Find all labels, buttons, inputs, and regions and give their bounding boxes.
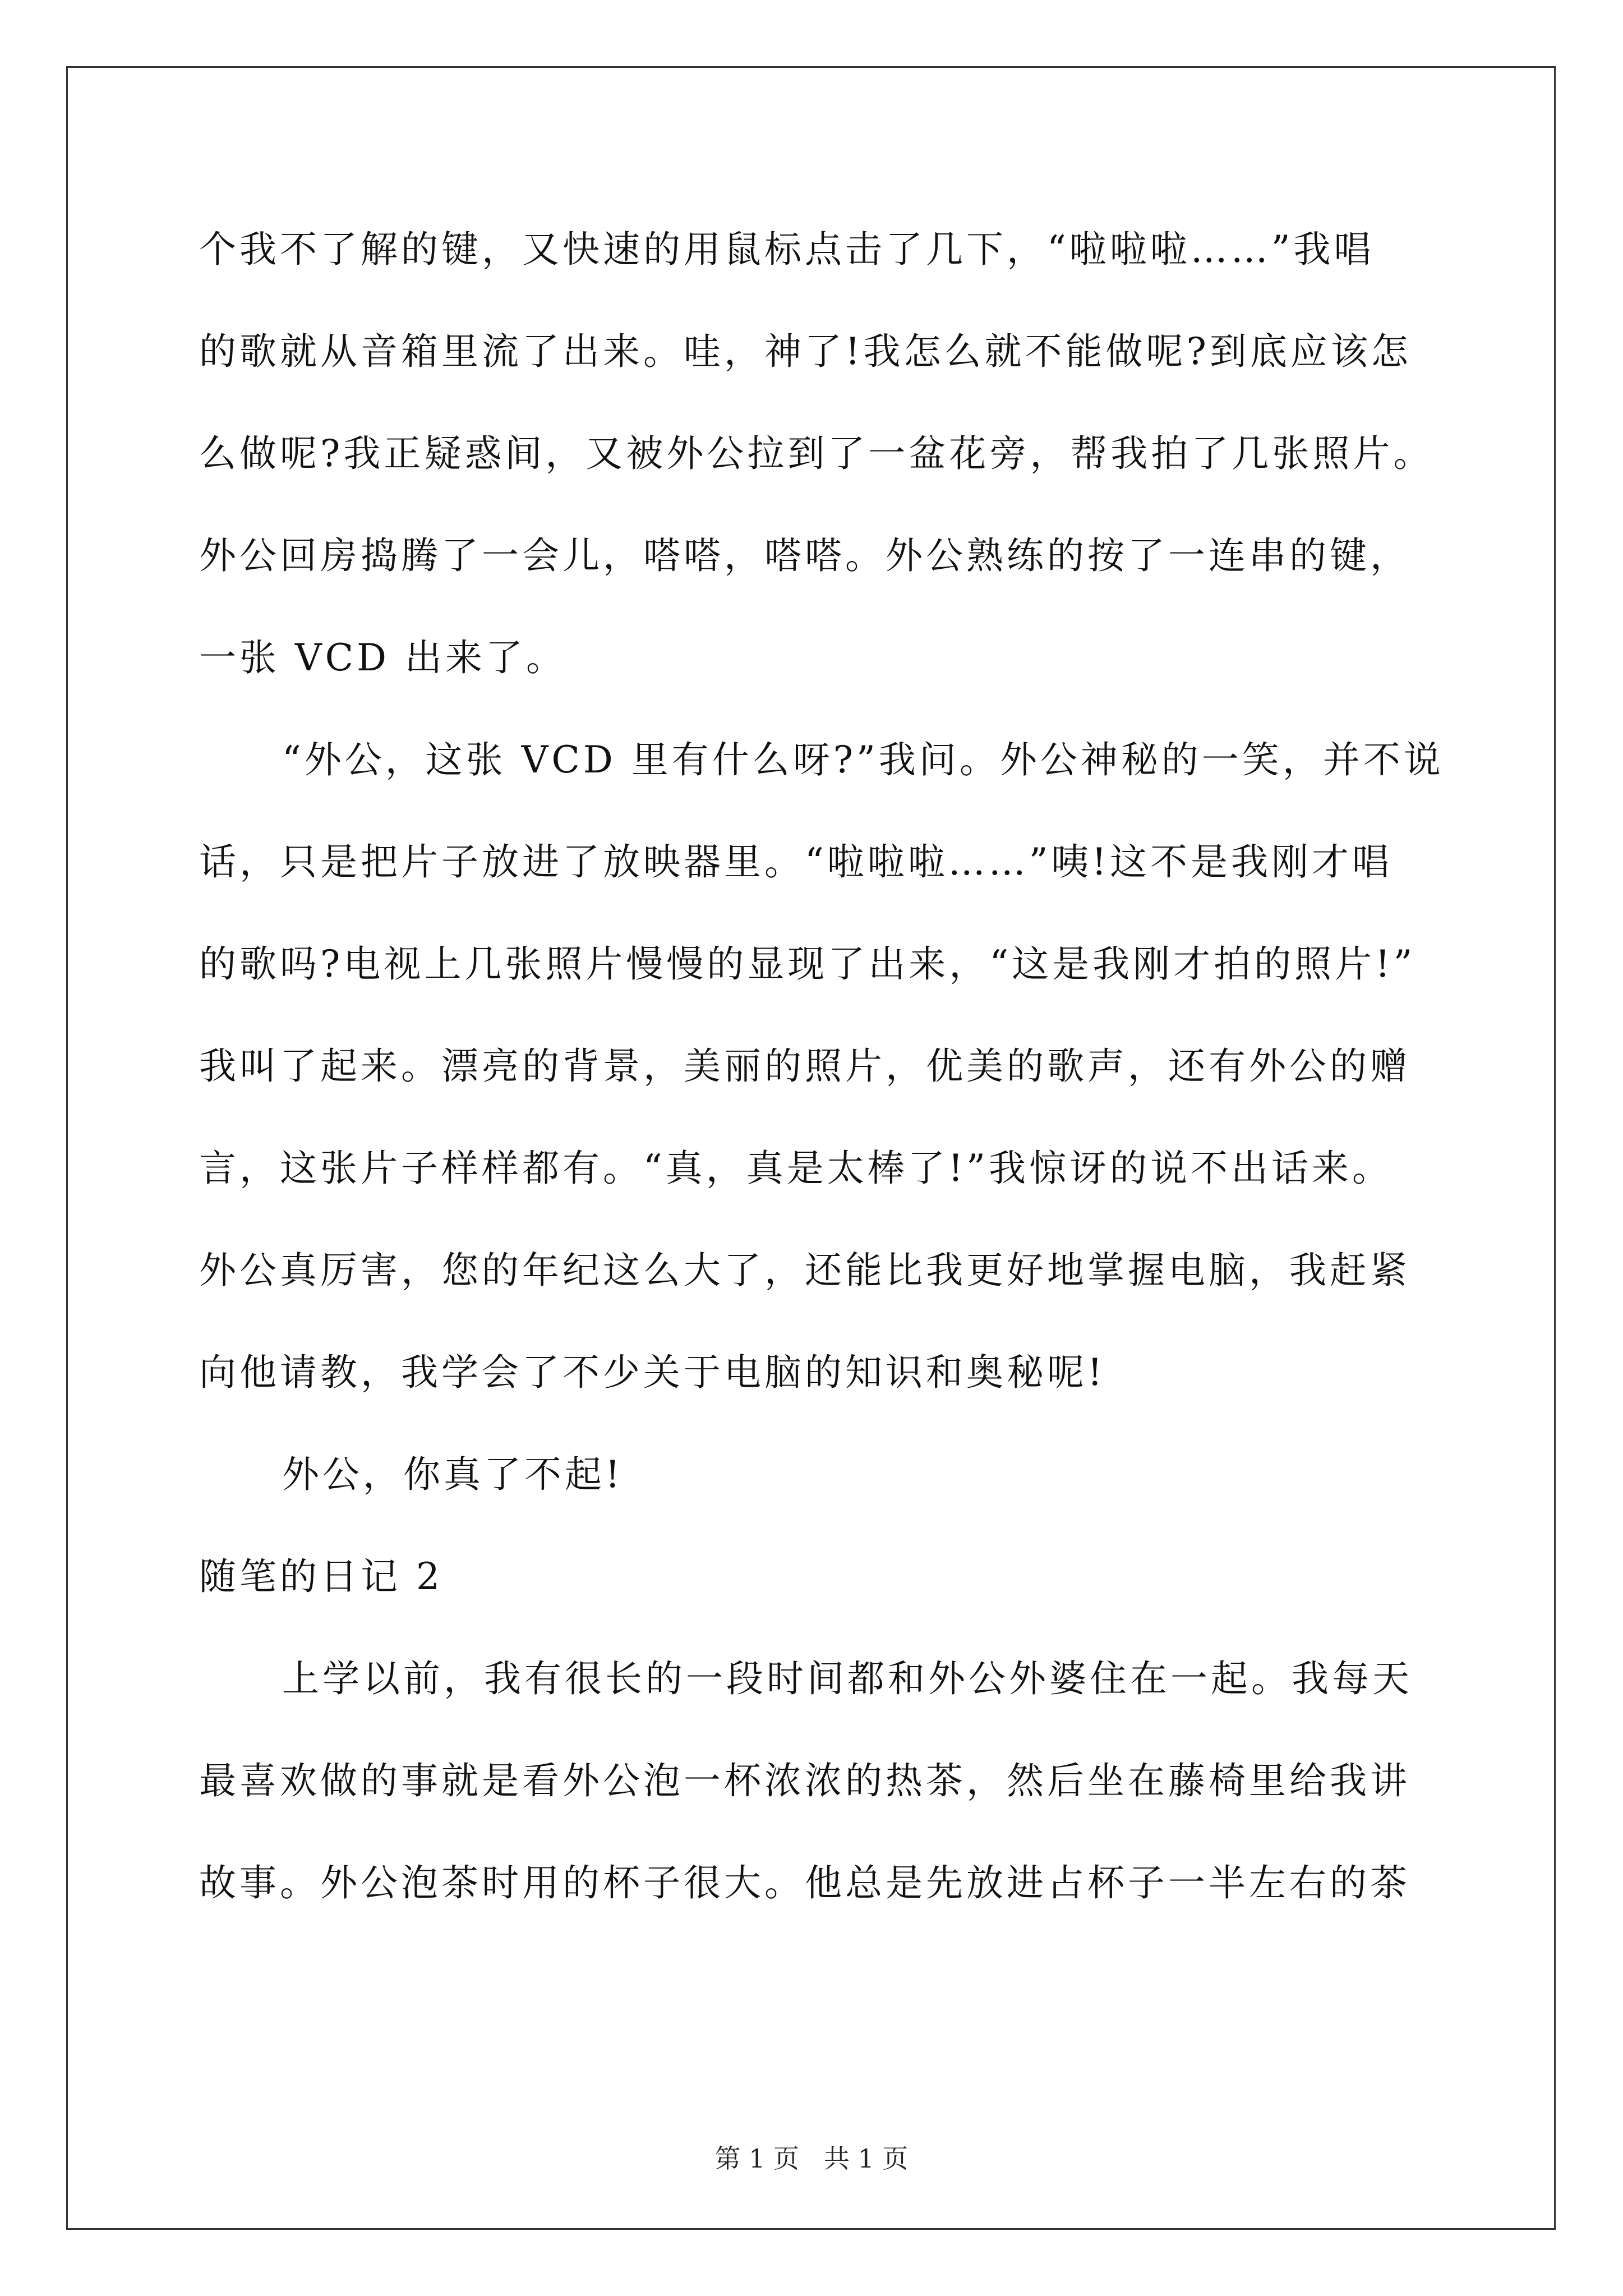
- paragraph-2-line-4: 我叫了起来。漂亮的背景，美丽的照片，优美的歌声，还有外公的赠: [199, 1045, 1410, 1088]
- paragraph-2-line-7: 向他请教，我学会了不少关于电脑的知识和奥秘呢!: [199, 1351, 1106, 1394]
- body-line-2: 的歌就从音箱里流了出来。哇，神了!我怎么就不能做呢?到底应该怎: [199, 330, 1412, 373]
- paragraph-2-line-6: 外公真厉害，您的年纪这么大了，还能比我更好地掌握电脑，我赶紧: [199, 1249, 1410, 1292]
- paragraph-2-line-5: 言，这张片子样样都有。“真，真是太棒了!”我惊讶的说不出话来。: [199, 1147, 1393, 1190]
- section-heading: 随笔的日记 2: [199, 1555, 443, 1598]
- body-line-5: 一张 VCD 出来了。: [199, 636, 567, 679]
- paragraph-2-line-3: 的歌吗?电视上几张照片慢慢的显现了出来，“这是我刚才拍的照片!”: [199, 942, 1416, 986]
- paragraph-4-line-3: 故事。外公泡茶时用的杯子很大。他总是先放进占杯子一半左右的茶: [199, 1861, 1410, 1904]
- paragraph-2-line-1: “外公，这张 VCD 里有什么呀?”我问。外公神秘的一笑，并不说: [282, 738, 1444, 781]
- body-line-4: 外公回房捣腾了一会儿，嗒嗒，嗒嗒。外公熟练的按了一连串的键，: [199, 534, 1410, 577]
- body-line-1: 个我不了解的键，又快速的用鼠标点击了几下，“啦啦啦……”我唱: [199, 228, 1375, 271]
- paragraph-3-line-1: 外公，你真了不起!: [282, 1453, 624, 1496]
- page-footer: 第 1 页 共 1 页: [714, 2143, 909, 2174]
- paragraph-2-line-2: 话，只是把片子放进了放映器里。“啦啦啦……”咦!这不是我刚才唱: [199, 840, 1393, 884]
- paragraph-4-line-2: 最喜欢做的事就是看外公泡一杯浓浓的热茶，然后坐在藤椅里给我讲: [199, 1759, 1410, 1802]
- body-line-3: 么做呢?我正疑惑间，又被外公拉到了一盆花旁，帮我拍了几张照片。: [199, 432, 1434, 475]
- paragraph-4-line-1: 上学以前，我有很长的一段时间都和外公外婆住在一起。我每天: [282, 1657, 1413, 1700]
